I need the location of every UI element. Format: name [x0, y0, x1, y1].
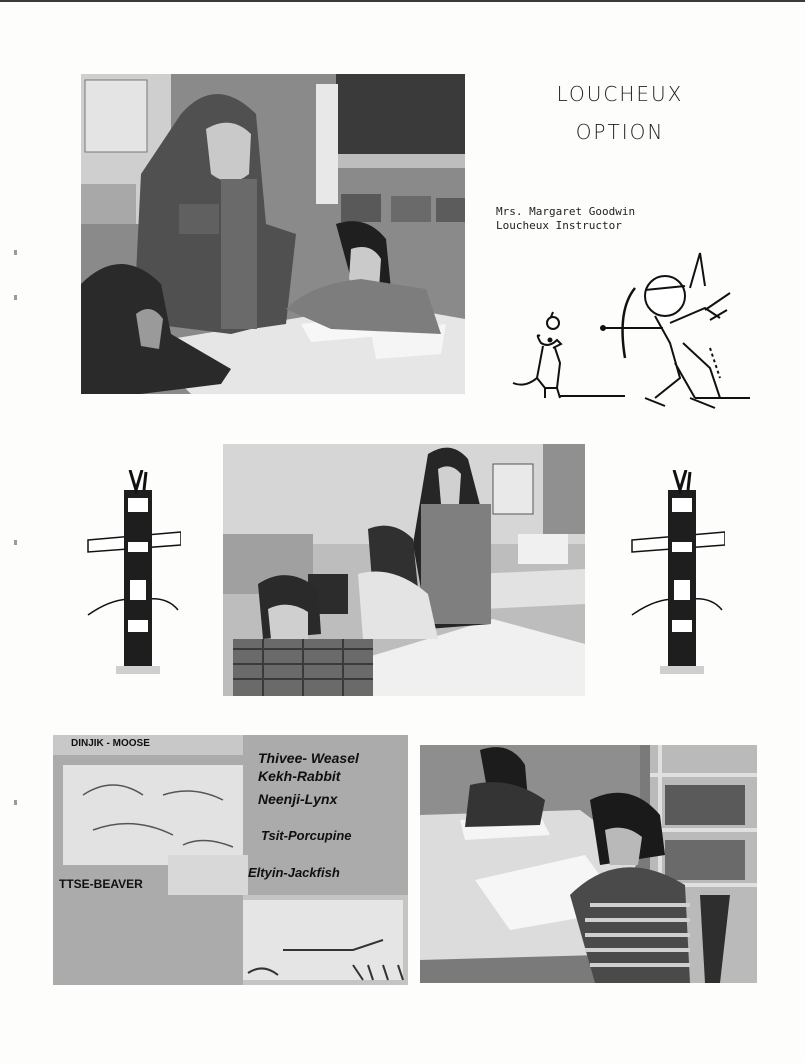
- binding-mark: [14, 250, 17, 255]
- poster-word-porcupine: Tsit-Porcupine: [261, 828, 352, 843]
- page-edge: [0, 0, 805, 2]
- archer-cartoon-icon: [505, 248, 755, 410]
- instructor-role: Loucheux Instructor: [496, 219, 622, 232]
- poster-word-beaver: TTSE-BEAVER: [59, 877, 143, 891]
- classroom-photo-2: [223, 444, 585, 696]
- classroom-photo-1: [81, 74, 465, 394]
- page-title-line1: LOUCHEUX: [556, 82, 684, 106]
- totem-pole-icon: [86, 470, 181, 680]
- poster-word-rabbit: Kekh-Rabbit: [258, 768, 341, 784]
- dog-with-apple-icon: [513, 312, 561, 398]
- poster-word-weasel: Thivee- Weasel: [258, 750, 359, 766]
- classroom-photo-3: [420, 745, 757, 983]
- instructor-name: Mrs. Margaret Goodwin: [496, 205, 636, 218]
- binding-mark: [14, 295, 17, 300]
- page-title-line2: OPTION: [575, 120, 665, 144]
- totem-pole-icon: [630, 470, 725, 680]
- poster-word-lynx: Neenji-Lynx: [258, 791, 338, 807]
- poster-word-moose: DINJIK - MOOSE: [71, 738, 150, 749]
- archer-figure: [601, 253, 730, 408]
- binding-mark: [14, 540, 17, 545]
- instructor-caption: [496, 205, 635, 233]
- vocabulary-poster-photo: [53, 735, 408, 985]
- poster-word-jackfish: Eltyin-Jackfish: [248, 865, 340, 880]
- binding-mark: [14, 800, 17, 805]
